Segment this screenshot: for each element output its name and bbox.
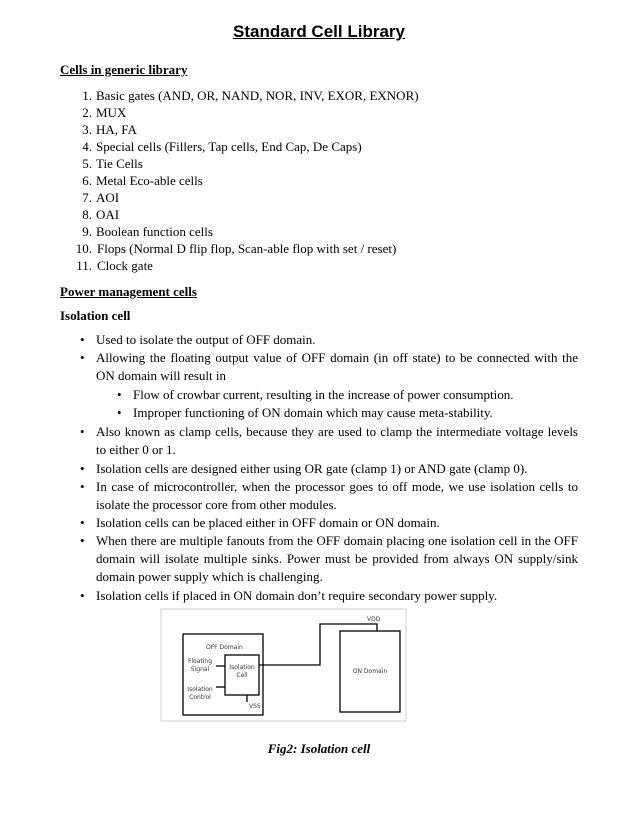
list-item-number: 4. — [82, 139, 92, 154]
list-item-number: 7. — [82, 190, 92, 205]
list-item: Basic gates (AND, OR, NAND, NOR, INV, EXOR, EXNOR) — [96, 88, 419, 103]
sub-bullet-item: Improper functioning of ON domain which may cause meta-stability. — [133, 405, 493, 420]
floating-signal-label: Floating Signal — [187, 658, 213, 673]
list-item: Special cells (Fillers, Tap cells, End Cap, De Caps) — [96, 139, 362, 154]
list-item: AOI — [96, 190, 120, 205]
isolation-control-label: Isolation Control — [187, 686, 213, 701]
subheading-isolation-cell: Isolation cell — [60, 308, 131, 323]
off-domain-label: OFF Domain — [206, 644, 243, 651]
list-item: Metal Eco-able cells — [96, 173, 203, 188]
vss-label: VSS — [249, 703, 261, 710]
list-item-number: 9. — [82, 224, 92, 239]
list-item-number: 6. — [82, 173, 92, 188]
vdd-label: VDD — [367, 616, 381, 623]
bullet-dot: • — [80, 533, 85, 548]
list-item-number: 5. — [82, 156, 92, 171]
isolation-cell-label: Isolation Cell — [229, 664, 255, 679]
bullet-item: Allowing the floating output value of OFF domain (in off state) to be connected with the ON domain will result in — [96, 350, 578, 383]
list-item-number: 11. — [76, 258, 92, 273]
sub-bullet-dot: • — [117, 387, 122, 402]
list-item-number: 3. — [82, 122, 92, 137]
list-item-number: 2. — [82, 105, 92, 120]
list-item-number: 10. — [75, 241, 92, 256]
list-item: Flops (Normal D flip flop, Scan-able flop with set / reset) — [97, 241, 397, 256]
list-item: OAI — [96, 207, 120, 222]
bullet-item: Also known as clamp cells, because they are used to clamp the intermediate voltage levels to either 0 or 1. — [96, 424, 578, 457]
bullet-item: Isolation cells are designed either using OR gate (clamp 1) or AND gate (clamp 0). — [96, 461, 528, 476]
list-item: MUX — [96, 105, 127, 120]
bullet-item: Isolation cells can be placed either in OFF domain or ON domain. — [96, 515, 440, 530]
bullet-item: Used to isolate the output of OFF domain. — [96, 332, 316, 347]
list-item-number: 8. — [82, 207, 92, 222]
list-item: Clock gate — [97, 258, 153, 273]
list-item-number: 1. — [82, 88, 92, 103]
sub-bullet-item: Flow of crowbar current, resulting in the increase of power consumption. — [133, 387, 514, 402]
bullet-dot: • — [80, 461, 85, 476]
bullet-item: In case of microcontroller, when the processor goes to off mode, we use isolation cells to isolate the processor core from other modules. — [96, 479, 578, 512]
output-to-on-domain-wire — [259, 624, 377, 665]
bullet-dot: • — [80, 424, 85, 439]
list-item: HA, FA — [96, 122, 137, 137]
on-domain-label: ON Domain — [352, 668, 388, 675]
figure-caption: Fig2: Isolation cell — [267, 741, 371, 756]
list-item: Boolean function cells — [96, 224, 213, 239]
list-item: Tie Cells — [96, 156, 143, 171]
section-heading-generic-library: Cells in generic library — [60, 62, 188, 77]
sub-bullet-dot: • — [117, 405, 122, 420]
bullet-dot: • — [80, 479, 85, 494]
bullet-dot: • — [80, 588, 85, 603]
bullet-item: When there are multiple fanouts from the OFF domain placing one isolation cell in the OFF domain will isolate multiple sinks. Power must be provided from always ON supply/sink domain power supply which is challenging. — [96, 533, 578, 584]
section-heading-power-management: Power management cells — [60, 284, 197, 299]
bullet-dot: • — [80, 515, 85, 530]
page-title: Standard Cell Library — [233, 22, 405, 41]
bullet-dot: • — [80, 332, 85, 347]
bullet-dot: • — [80, 350, 85, 365]
bullet-item: Isolation cells if placed in ON domain don’t require secondary power supply. — [96, 588, 498, 603]
